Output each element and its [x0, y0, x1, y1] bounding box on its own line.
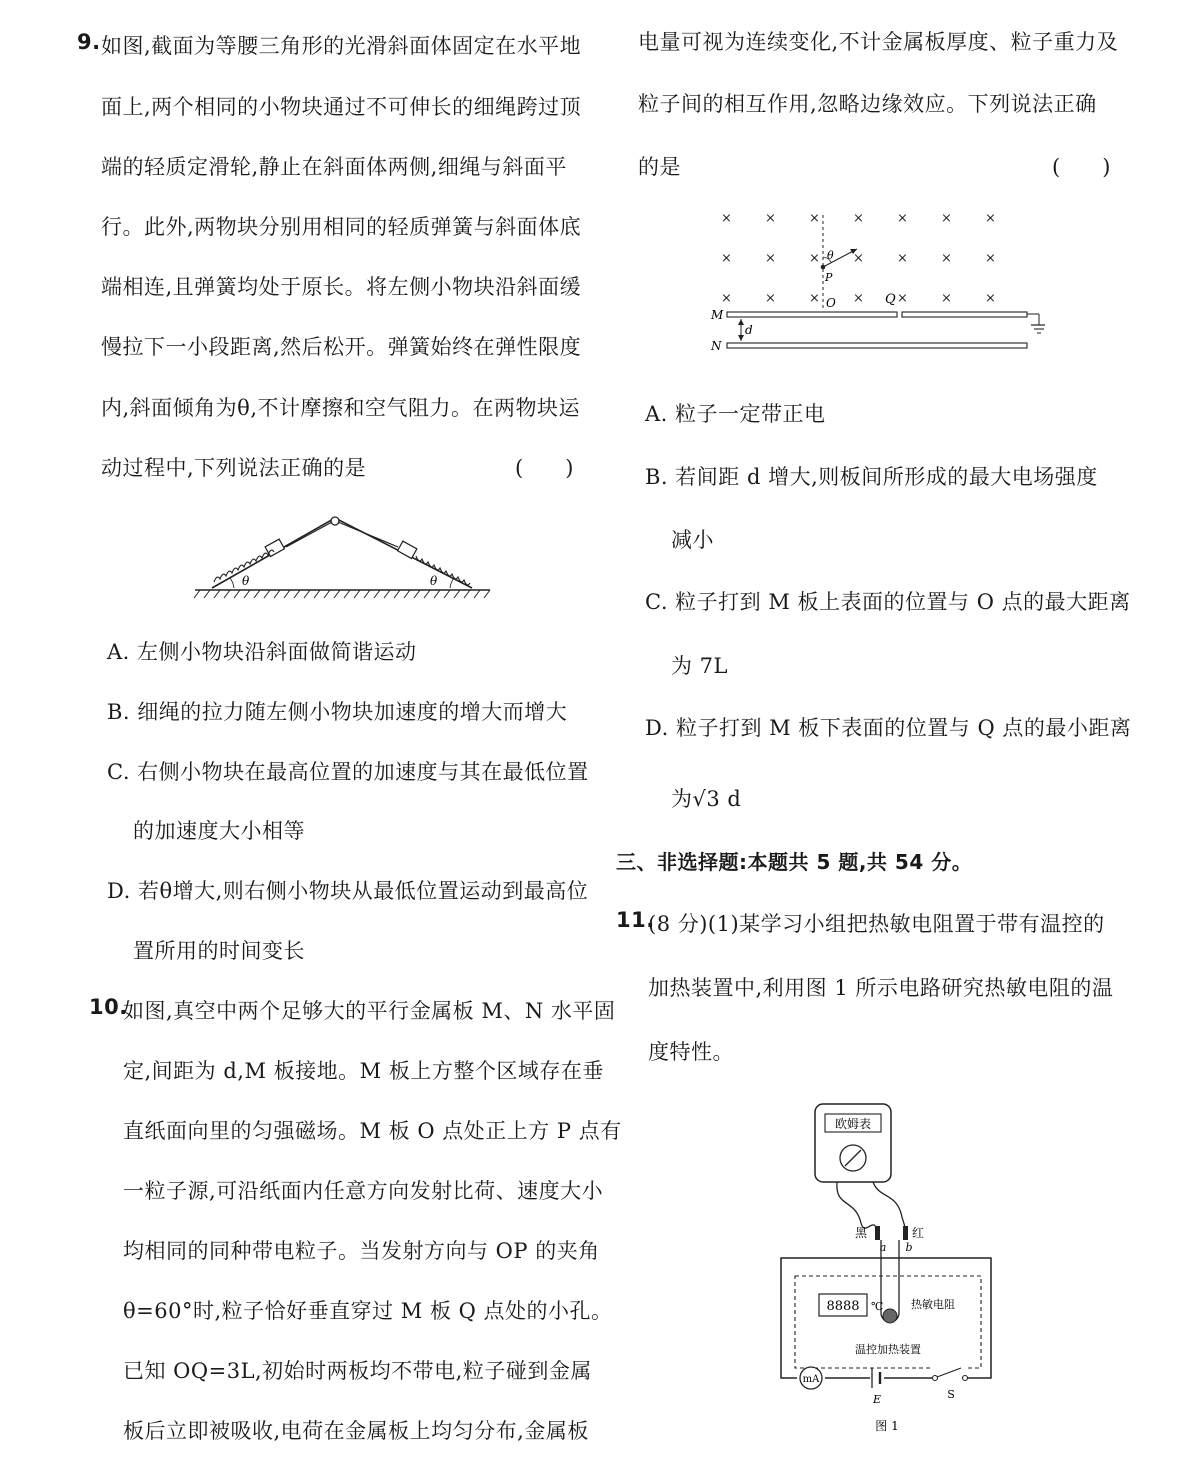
field-cross: × [853, 251, 864, 266]
q9-line-7: 内,斜面倾角为θ,不计摩擦和空气阻力。在两物块运 [101, 396, 580, 420]
field-cross: × [941, 251, 952, 266]
q10-label-M: M [711, 308, 724, 322]
q11-line-1: (8 分)(1)某学习小组把热敏电阻置于带有温控的 [648, 912, 1105, 936]
q10-label-P: P [825, 271, 833, 284]
probe-black-label: 黑 [854, 1226, 867, 1240]
figure-1-caption: 图 1 [875, 1419, 899, 1433]
thermistor-label: 热敏电阻 [911, 1298, 955, 1311]
q9-option-c-cont: 的加速度大小相等 [133, 819, 305, 843]
q10-label-d: d [745, 323, 753, 337]
field-cross: × [809, 251, 820, 266]
q10-label-Q: Q [885, 292, 896, 307]
q9-angle-left: θ [242, 574, 250, 588]
q11-line-3: 度特性。 [648, 1040, 734, 1064]
field-cross: × [809, 291, 820, 306]
q10-option-a: A. 粒子一定带正电 [645, 402, 826, 426]
q9-angle-right: θ [430, 574, 438, 588]
field-cross: × [897, 251, 908, 266]
q9-option-a: A. 左侧小物块沿斜面做简谐运动 [107, 640, 417, 664]
field-cross: × [765, 251, 776, 266]
q10-line-6: θ=60°时,粒子恰好垂直穿过 M 板 Q 点处的小孔。 [123, 1299, 613, 1323]
q9-answer-paren: ( ) [515, 456, 574, 480]
q9-line-6: 慢拉下一小段距离,然后松开。弹簧始终在弹性限度 [101, 335, 582, 359]
section-3-heading: 三、非选择题:本题共 5 题,共 54 分。 [616, 850, 973, 874]
heater-label: 温控加热装置 [855, 1343, 921, 1356]
field-cross: × [721, 251, 732, 266]
q10-option-c: C. 粒子打到 M 板上表面的位置与 O 点的最大距离 [645, 590, 1131, 614]
q10-cont-line-3: 的是 [638, 155, 681, 179]
field-cross: × [721, 211, 732, 226]
q10-line-7: 已知 OQ=3L,初始时两板均不带电,粒子碰到金属 [123, 1359, 592, 1383]
battery-label: E [872, 1393, 882, 1406]
field-cross: × [985, 211, 996, 226]
q10-label-O: O [826, 296, 836, 310]
q10-option-b: B. 若间距 d 增大,则板间所形成的最大电场强度 [645, 465, 1098, 489]
q11-line-2: 加热装置中,利用图 1 所示电路研究热敏电阻的温 [648, 976, 1114, 1000]
q9-option-b: B. 细绳的拉力随左侧小物块加速度的增大而增大 [107, 700, 568, 724]
field-cross: × [809, 211, 820, 226]
q10-line-5: 均相同的同种带电粒子。当发射方向与 OP 的夹角 [123, 1239, 600, 1263]
q10-plates-figure [705, 205, 1045, 355]
q10-option-c-cont: 为 7L [671, 654, 728, 678]
field-cross: × [765, 291, 776, 306]
field-cross: × [897, 211, 908, 226]
field-cross: × [941, 211, 952, 226]
q9-option-d: D. 若θ增大,则右侧小物块从最低位置运动到最高位 [107, 879, 589, 903]
field-cross: × [985, 251, 996, 266]
q9-option-d-cont: 置所用的时间变长 [133, 939, 305, 963]
q10-cont-line-2: 粒子间的相互作用,忽略边缘效应。下列说法正确 [638, 92, 1097, 116]
milliammeter-label: mA [802, 1374, 820, 1385]
field-cross: × [853, 211, 864, 226]
q10-option-b-cont: 减小 [671, 528, 714, 552]
q10-label-theta: θ [827, 249, 834, 262]
terminal-b: b [905, 1241, 913, 1254]
q11-circuit-figure [775, 1098, 1005, 1448]
q9-line-4: 行。此外,两物块分别用相同的轻质弹簧与斜面体底 [101, 215, 582, 239]
q10-cont-line-1: 电量可视为连续变化,不计金属板厚度、粒子重力及 [638, 30, 1119, 54]
q9-number: 9. [77, 30, 101, 54]
q10-answer-paren: ( ) [1052, 155, 1111, 179]
q10-line-3: 直纸面向里的匀强磁场。M 板 O 点处正上方 P 点有 [123, 1119, 622, 1143]
terminal-a: a [879, 1241, 887, 1254]
q9-incline-figure [190, 512, 500, 602]
q10-line-8: 板后立即被吸收,电荷在金属板上均匀分布,金属板 [123, 1419, 589, 1443]
q10-line-2: 定,间距为 d,M 板接地。M 板上方整个区域存在垂 [123, 1059, 604, 1083]
q9-option-c: C. 右侧小物块在最高位置的加速度与其在最低位置 [107, 760, 589, 784]
temp-unit: ℃ [871, 1300, 884, 1313]
field-cross: × [853, 291, 864, 306]
field-cross: × [765, 211, 776, 226]
q9-line-2: 面上,两个相同的小物块通过不可伸长的细绳跨过顶 [101, 95, 582, 119]
q9-line-5: 端相连,且弹簧均处于原长。将左侧小物块沿斜面缓 [101, 275, 582, 299]
q10-number: 10. [89, 995, 128, 1019]
probe-red-label: 红 [912, 1226, 925, 1240]
temp-display: 8888 [826, 1299, 860, 1314]
switch-label: S [947, 1388, 955, 1401]
q10-line-4: 一粒子源,可沿纸面内任意方向发射比荷、速度大小 [123, 1179, 604, 1203]
field-cross: × [941, 291, 952, 306]
q10-line-1: 如图,真空中两个足够大的平行金属板 M、N 水平固 [123, 999, 616, 1023]
q10-option-d: D. 粒子打到 M 板下表面的位置与 Q 点的最小距离 [645, 716, 1132, 740]
field-cross: × [985, 291, 996, 306]
ohmmeter-label: 欧姆表 [834, 1117, 872, 1131]
field-cross: × [721, 291, 732, 306]
q9-line-3: 端的轻质定滑轮,静止在斜面体两侧,细绳与斜面平 [101, 155, 567, 179]
field-cross: × [897, 291, 908, 306]
q11-number: 11. [616, 908, 655, 932]
q10-label-N: N [711, 339, 722, 353]
q9-line-8: 动过程中,下列说法正确的是 [101, 456, 367, 480]
q9-line-1: 如图,截面为等腰三角形的光滑斜面体固定在水平地 [101, 34, 582, 58]
q10-option-d-cont: 为√3 d [671, 787, 742, 811]
